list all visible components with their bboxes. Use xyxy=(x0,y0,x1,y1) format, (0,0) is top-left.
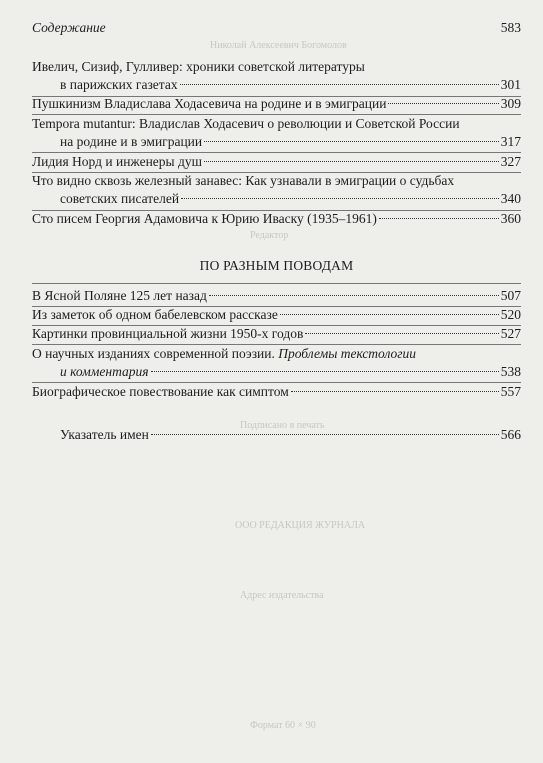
toc-entry-page: 327 xyxy=(500,154,521,169)
toc-entry[interactable] xyxy=(32,287,521,305)
show-through-text: Николай Алексеевич Богомолов xyxy=(210,40,347,51)
dot-leader xyxy=(204,161,499,162)
toc-entry-title: Биографическое повествование как симптом xyxy=(32,384,289,399)
show-through-text: Адрес издательства xyxy=(240,590,324,601)
dot-leader xyxy=(151,371,499,372)
toc-entry-title: Что видно сквозь железный занавес: Как узнавали в эмиграции о судьбах xyxy=(32,173,455,188)
dot-leader xyxy=(388,103,498,104)
dot-leader xyxy=(305,333,498,334)
dot-leader xyxy=(180,84,499,85)
toc-entry-title-cont: на родине и в эмиграции xyxy=(60,134,203,149)
toc-entry[interactable] xyxy=(32,115,521,151)
toc-entry-title: Картинки провинциальной жизни 1950-х годов xyxy=(32,326,304,341)
toc-entry-title-cont: советских писателей xyxy=(60,191,180,206)
toc-entry-title: Пушкинизм Владислава Ходасевича на родине и в эмиграции xyxy=(32,96,387,111)
table-of-contents xyxy=(32,0,521,763)
toc-entry-title: Ивелич, Сизиф, Гулливер: хроники советской литературы xyxy=(32,59,365,74)
toc-entry-page: 317 xyxy=(500,134,521,149)
toc-entry[interactable] xyxy=(32,325,521,343)
section-heading: ПО РАЗНЫМ ПОВОДАМ xyxy=(199,258,354,273)
toc-entry-title: Лидия Норд и инженеры душ xyxy=(32,154,202,169)
show-through-text: ООО РЕДАКЦИЯ ЖУРНАЛА xyxy=(235,520,366,531)
dot-leader xyxy=(209,295,499,296)
toc-entry-page: 520 xyxy=(500,307,521,322)
toc-entry-page: 566 xyxy=(500,427,521,442)
toc-entry-title: Указатель имен xyxy=(60,427,149,442)
toc-entry-page: 507 xyxy=(500,288,521,303)
toc-entry[interactable] xyxy=(32,345,521,381)
toc-entry-title: Tempora mutantur: Владислав Ходасевич о революции и Советской России xyxy=(32,116,460,131)
dot-leader xyxy=(291,391,499,392)
toc-entry-page: 301 xyxy=(500,77,521,92)
toc-entry-subtitle-cont: и комментария xyxy=(60,364,149,379)
toc-entry-page: 309 xyxy=(500,96,521,111)
toc-entry-page: 360 xyxy=(500,211,521,226)
toc-entry-title: Сто писем Георгия Адамовича к Юрию Иваску (1935–1961) xyxy=(32,211,377,226)
toc-entry[interactable] xyxy=(32,383,521,401)
toc-entry[interactable] xyxy=(32,95,521,113)
dot-leader xyxy=(151,434,499,435)
header-title: Содержание xyxy=(32,20,106,35)
toc-entry-title-cont: в парижских газетах xyxy=(60,77,178,92)
dot-leader xyxy=(204,141,499,142)
toc-entry-page: 557 xyxy=(500,384,521,399)
toc-entry[interactable] xyxy=(32,58,521,94)
show-through-text: Редактор xyxy=(250,230,289,241)
toc-entry[interactable] xyxy=(32,306,521,324)
dot-leader xyxy=(379,218,499,219)
toc-entry-index[interactable] xyxy=(32,426,521,444)
dot-leader xyxy=(181,198,499,199)
toc-entry[interactable] xyxy=(32,153,521,171)
toc-entry[interactable] xyxy=(32,210,521,228)
divider xyxy=(32,283,521,284)
toc-entry[interactable] xyxy=(32,172,521,208)
toc-entry-title: Из заметок об одном бабелевском рассказе xyxy=(32,307,278,322)
toc-entry-subtitle: Проблемы текстологии xyxy=(278,346,417,361)
show-through-text: Подписано в печать xyxy=(240,420,325,431)
page-number: 583 xyxy=(500,20,521,35)
toc-entry-title: В Ясной Поляне 125 лет назад xyxy=(32,288,207,303)
dot-leader xyxy=(280,314,499,315)
show-through-text: Формат 60 × 90 xyxy=(250,720,316,731)
toc-entry-page: 527 xyxy=(500,326,521,341)
toc-entry-page: 340 xyxy=(500,191,521,206)
toc-entry-title: О научных изданиях современной поэзии. xyxy=(32,346,279,361)
toc-entry-page: 538 xyxy=(500,364,521,379)
